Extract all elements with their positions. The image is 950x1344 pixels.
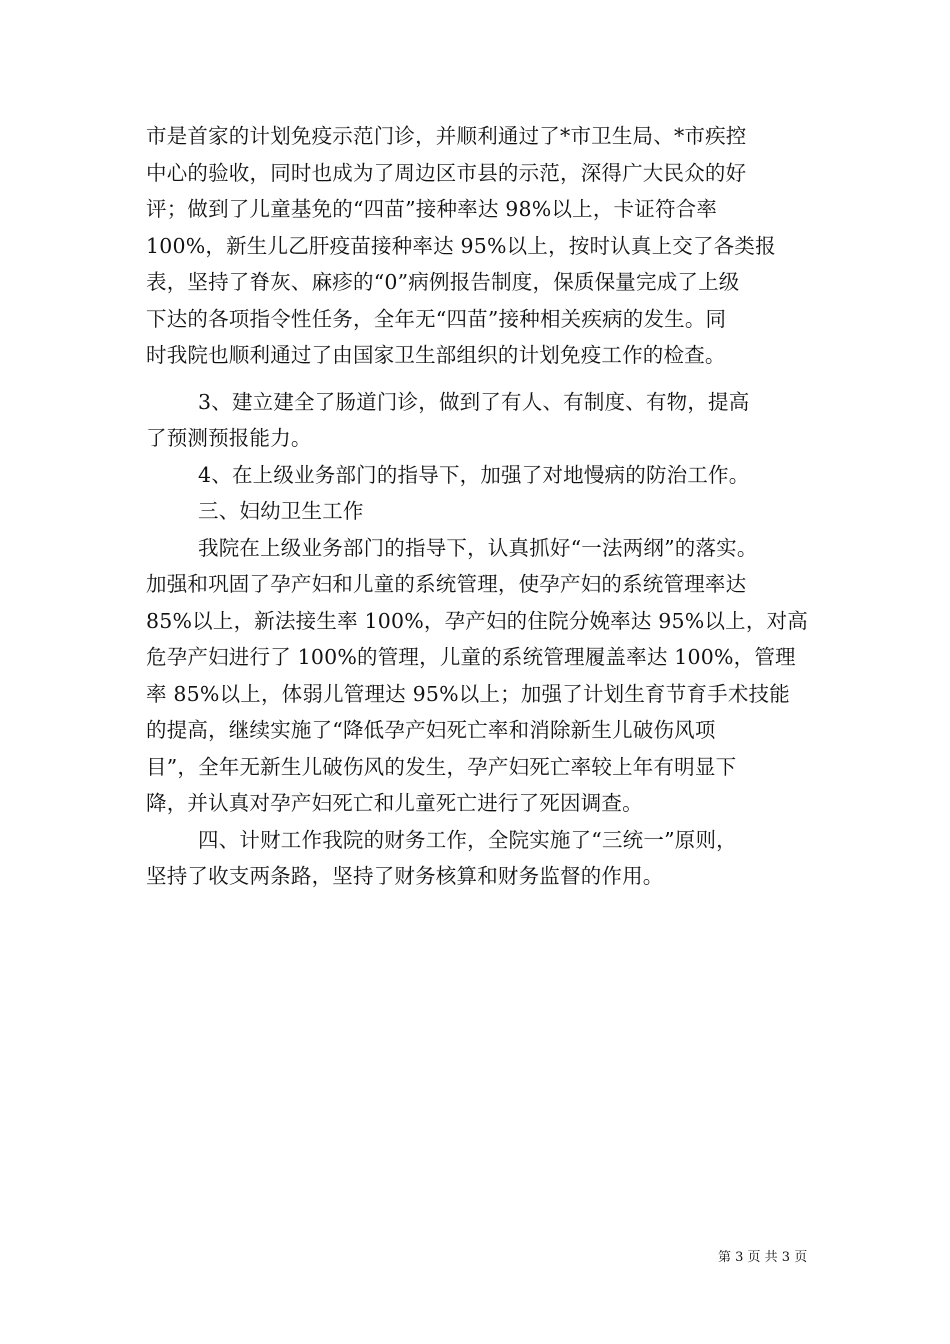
- text-line: 4、在上级业务部门的指导下，加强了对地慢病的防治工作。: [198, 462, 750, 487]
- page-number-footer: 第 3 页 共 3 页: [718, 1250, 808, 1265]
- text-line: 100%，新生儿乙肝疫苗接种率达 95%以上，按时认真上交了各类报: [146, 233, 776, 258]
- text-line: 危孕产妇进行了 100%的管理，儿童的系统管理履盖率达 100%，管理: [146, 645, 796, 669]
- text-line: 降，并认真对孕产妇死亡和儿童死亡进行了死因调查。: [146, 791, 643, 815]
- document-body: [146, 118, 812, 895]
- paragraph-immunization: [146, 118, 812, 374]
- text-line: 表，坚持了脊灰、麻疹的“0”病例报告制度，保质保量完成了上级: [146, 270, 740, 294]
- text-line: 率 85%以上，体弱儿管理达 95%以上；加强了计划生育节育手术技能: [146, 681, 790, 706]
- paragraph-finance: [146, 822, 812, 895]
- text-line: 加强和巩固了孕产妇和儿童的系统管理，使孕产妇的系统管理率达: [146, 572, 747, 596]
- paragraph-chronic-disease: [146, 457, 812, 494]
- section-heading-maternal-child: [146, 493, 812, 530]
- text-line: 中心的验收，同时也成为了周边区市县的示范，深得广大民众的好: [146, 160, 747, 185]
- section-heading: 三、妇幼卫生工作: [198, 499, 364, 523]
- text-line: 我院在上级业务部门的指导下，认真抓好“一法两纲”的落实。: [198, 535, 758, 560]
- text-line: 目”，全年无新生儿破伤风的发生，孕产妇死亡率较上年有明显下: [146, 754, 737, 779]
- text-line: 的提高，继续实施了“降低孕产妇死亡率和消除新生儿破伤风项: [146, 718, 716, 742]
- text-line: 下达的各项指令性任务，全年无“四苗”接种相关疾病的发生。同: [146, 306, 727, 331]
- text-line: 坚持了收支两条路，坚持了财务核算和财务监督的作用。: [146, 864, 664, 888]
- text-line: 评；做到了儿童基免的“四苗”接种率达 98%以上，卡证符合率: [146, 197, 718, 221]
- paragraph-maternal-child: [146, 530, 812, 822]
- text-line: 3、建立建全了肠道门诊，做到了有人、有制度、有物，提高: [198, 389, 750, 414]
- text-line: 了预测预报能力。: [146, 426, 312, 450]
- text-line: 时我院也顺利通过了由国家卫生部组织的计划免疫工作的检查。: [146, 343, 726, 367]
- text-line: 市是首家的计划免疫示范门诊，并顺利通过了*市卫生局、*市疾控: [146, 124, 747, 148]
- paragraph-intestinal-clinic: [146, 384, 812, 457]
- text-line: 四、计财工作我院的财务工作，全院实施了“三统一”原则，: [198, 827, 737, 852]
- text-line: 85%以上，新法接生率 100%，孕产妇的住院分娩率达 95%以上，对高: [146, 608, 808, 633]
